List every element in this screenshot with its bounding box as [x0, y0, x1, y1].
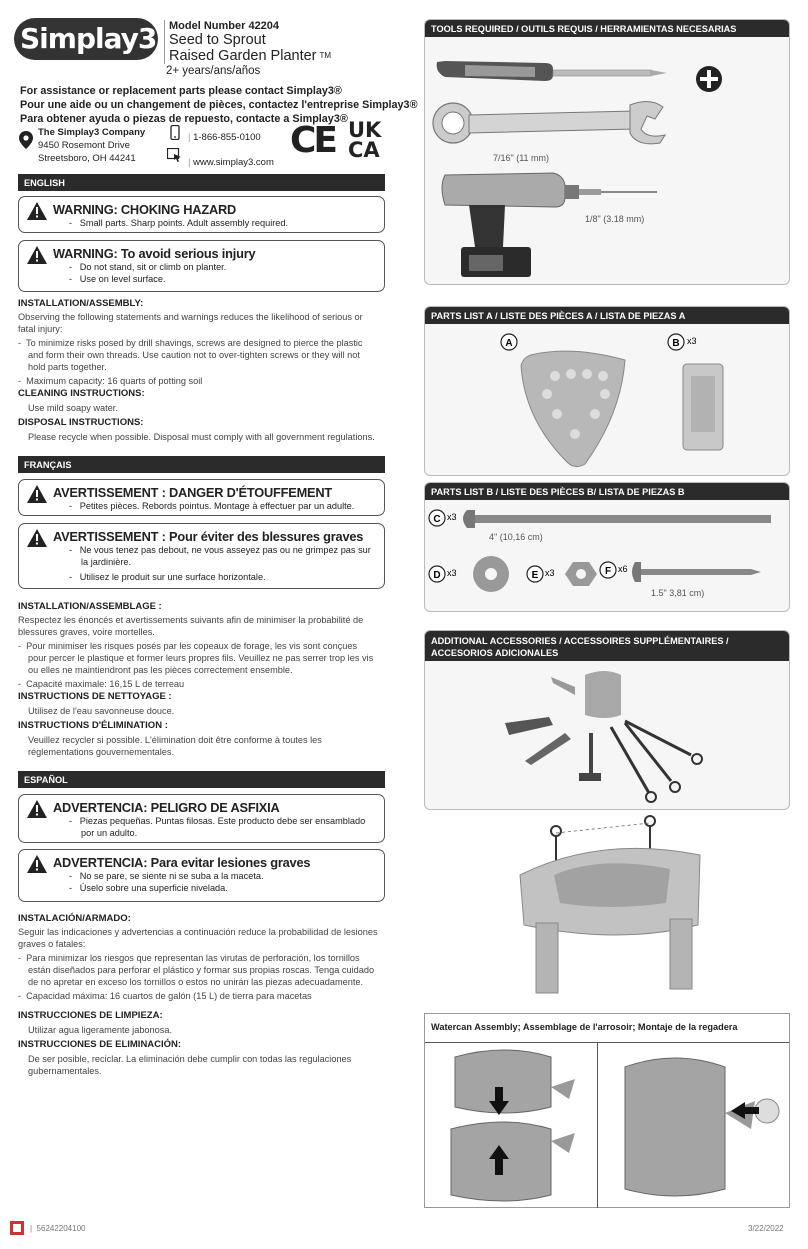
product-name-line1: Seed to Sprout [169, 32, 266, 48]
warning-title: AVERTISSEMENT : DANGER D'ÉTOUFFEMENT [53, 485, 333, 500]
accessories-illustration [425, 661, 790, 809]
warning-item: - Use on level surface. [69, 274, 166, 284]
warning-item-text: Small parts. Sharp points. Adult assembly required. [79, 218, 289, 228]
warning-item: - Utilisez le produit sur une surface horizontale. [69, 572, 266, 582]
brand-logo: Simplay3 [20, 22, 157, 55]
warning-item-text: Utilisez le produit sur une surface horizontale. [79, 572, 266, 582]
install-item-text: Capacité maximale: 16,15 L de terreau [26, 679, 185, 689]
model-number: Model Number 42204 [169, 20, 280, 32]
leg-cap-part [683, 364, 723, 450]
warning-title: AVERTISSEMENT : Pour éviter des blessures graves [53, 529, 364, 544]
warning-item: - Petites pièces. Rebords pointus. Montage à effectuer par un adulte. [69, 501, 355, 511]
screw-part [632, 562, 761, 582]
product-name-line2 [169, 48, 331, 64]
cleaning-heading: CLEANING INSTRUCTIONS: [18, 388, 145, 399]
tools-illustration [425, 37, 790, 285]
address-line2: Streetsboro, OH 44241 [38, 153, 136, 164]
accessories-bar [425, 631, 789, 661]
warning-item-text: Petites pièces. Rebords pointus. Montage à effectuer par un adulte. [79, 501, 355, 511]
install-item-text: To minimize risks posed by drill shavings, screws are designed to pierce the plastic and form their own threads. Use caution not to over-tighten screws or they will not hold parts together. [26, 338, 363, 372]
cleaning-text: Utilisez de l'eau savonneuse douce. [28, 706, 175, 716]
install-item: - Para minimizar los riesgos que representan las virutas de perforación, los tornillos están diseñados para perforar el plástico y formar sus propias roscas. Tenga cuidado de no apretar en exceso los tornillos o estos no unirán las piezas adecuadamente. [18, 953, 375, 987]
install-item: - Pour minimiser les risques posés par les copeaux de forage, les vis sont conçues pour percer le plastique et former leurs propres fils. Veuillez ne pas serrer trop les vis ou elles ne maintiendront pas les pièces correctement ensemble. [18, 641, 374, 675]
warning-item-text: Piezas pequeñas. Puntas filosas. Este producto debe ser ensamblado por un adulto. [79, 816, 366, 838]
contact-info: | 1-866-855-0100 | www.simplay3.com [188, 132, 274, 168]
parts-b-bar: PARTS LIST B / LISTE DES PIÈCES B/ LISTA DE PIEZAS B [425, 483, 789, 500]
install-text: Respectez les énoncés et avertissements suivants afin de minimiser la probabilité de blessures graves, voire mortelles. [18, 615, 364, 637]
install-heading: INSTALLATION/ASSEMBLY: [18, 298, 144, 309]
warning-triangle-icon [27, 202, 47, 220]
ce-text: CE [290, 120, 336, 161]
french-section-bar: FRANÇAIS [18, 456, 385, 473]
ukca-mark [348, 120, 381, 160]
address-line1: 9450 Rosemont Drive [38, 140, 130, 151]
warning-triangle-icon [27, 529, 47, 547]
install-text: Observing the following statements and warnings reduces the likelihood of serious or fatal injury: [18, 312, 363, 334]
install-item: - To minimize risks posed by drill shavings, screws are designed to pierce the plastic and form their own threads. Use caution not to over-tighten screws or they will not hold parts together. [18, 338, 363, 372]
trowel-icon [505, 717, 553, 735]
watercan-step1 [451, 1050, 575, 1201]
disposal-text: De ser posible, reciclar. La eliminación debe cumplir con todas las regulaciones gubernamentales. [28, 1054, 352, 1076]
hoe-icon [579, 733, 601, 781]
ukca-line2: CA [348, 138, 380, 162]
company-name: The Simplay3 Company [38, 127, 146, 138]
warning-item-text: Use on level surface. [79, 274, 166, 284]
part-c-label: C [433, 514, 441, 525]
warning-title: WARNING: CHOKING HAZARD [53, 202, 237, 217]
warning-item: - Piezas pequeñas. Puntas filosas. Este producto debe ser ensamblado por un adulto. [69, 816, 366, 838]
part-c-size: 4" (10,16 cm) [489, 532, 543, 542]
part-a-label: A [505, 338, 513, 349]
screwdriver-icon [437, 61, 667, 81]
warning-item-text: No se pare, se siente ni se suba a la maceta. [79, 871, 264, 881]
disposal-heading: INSTRUCCIONES DE ELIMINACIÓN: [18, 1039, 182, 1050]
assembled-planter-illustration [500, 815, 720, 1005]
parts-b-panel [424, 482, 790, 612]
part-e-label: E [531, 570, 539, 581]
install-item-text: Para minimizar los riesgos que representan las virutas de perforación, los tornillos están diseñados para perforar el plástico y formar sus propias roscas. Tenga cuidado de no apretar en exceso los tornillos o estos no unirán las piezas adecuadamente. [26, 953, 375, 987]
warning-item: - Small parts. Sharp points. Adult assembly required. [69, 218, 289, 228]
part-d-quantity: x3 [447, 568, 457, 578]
install-item: - Maximum capacity: 16 quarts of potting soil [18, 376, 203, 386]
footer-code: | 56242204100 [30, 1224, 86, 1233]
cleaning-text: Utilizar agua ligeramente jabonosa. [28, 1025, 173, 1035]
warning-title: WARNING: To avoid serious injury [53, 246, 256, 261]
location-pin-icon [19, 131, 33, 149]
tools-panel [424, 19, 790, 285]
washer-part [473, 556, 509, 592]
stake-top-icon [551, 826, 561, 836]
warning-item-text: Ne vous tenez pas debout, ne vous asseyez pas ou ne grimpez pas sur la jardinière. [79, 545, 371, 567]
disposal-text: Please recycle when possible. Disposal must comply with all government regulations. [28, 432, 375, 442]
watercan-title: Watercan Assembly; Assemblage de l'arrosoir; Montaje de la regadera [431, 1022, 738, 1032]
cleaning-heading: INSTRUCTIONS DE NETTOYAGE : [18, 691, 172, 702]
accessories-bar-line1: ADDITIONAL ACCESSORIES / ACCESSOIRES SUPPLÉMENTAIRES / [431, 636, 729, 646]
footer-date: 3/22/2022 [748, 1224, 784, 1233]
install-text: Seguir las indicaciones y advertencias a continuación reduce la probabilidad de lesiones graves o fatales: [18, 927, 378, 949]
install-item: - Capacidad máxima: 16 cuartos de galón (15 L) de tierra para macetas [18, 991, 312, 1001]
phone-icon [170, 125, 180, 140]
french-warning-choking [18, 479, 385, 516]
garden-stake-icon-3 [625, 721, 702, 764]
watercan-steps-illustration [425, 1043, 789, 1208]
warning-triangle-icon [27, 800, 47, 818]
part-f-label: F [604, 566, 612, 577]
watercan-step2 [625, 1058, 779, 1196]
spanish-warning-choking [18, 794, 385, 843]
assist-french: Pour une aide ou un changement de pièces, contactez l'entreprise Simplay3® [20, 99, 418, 111]
part-b-quantity: x3 [687, 336, 697, 346]
disposal-text: Veuillez recycler si possible. L'élimination doit être conforme à toutes les réglementations gouvernementales. [28, 735, 322, 757]
web-cursor-icon [167, 148, 182, 162]
install-heading: INSTALACIÓN/ARMADO: [18, 913, 131, 924]
ukca-line1: UK [348, 118, 382, 142]
part-e-quantity: x3 [545, 568, 555, 578]
watering-can-icon [551, 671, 621, 718]
cleaning-text: Use mild soapy water. [28, 403, 118, 413]
planter-base-part [521, 351, 625, 466]
parts-a-bar: PARTS LIST A / LISTE DES PIÈCES A / LISTA DE PIEZAS A [425, 307, 789, 324]
garden-stake-icon-2 [625, 723, 680, 792]
tools-bar: TOOLS REQUIRED / OUTILS REQUIS / HERRAMIENTAS NECESARIAS [425, 20, 789, 37]
install-item-text: Capacidad máxima: 16 cuartos de galón (15 L) de tierra para macetas [26, 991, 312, 1001]
warning-title: ADVERTENCIA: PELIGRO DE ASFIXIA [53, 800, 280, 815]
recycle-logo-icon [10, 1221, 24, 1235]
website-link[interactable]: www.simplay3.com [193, 157, 274, 168]
part-c-quantity: x3 [447, 512, 457, 522]
garden-stake-icon-1 [611, 727, 656, 802]
wrench-icon [433, 101, 665, 143]
disposal-heading: INSTRUCTIONS D'ÉLIMINATION : [18, 720, 168, 731]
parts-a-illustration [425, 324, 790, 476]
french-instructions [18, 601, 378, 758]
ce-mark [290, 120, 335, 161]
install-item-text: Maximum capacity: 16 quarts of potting soil [26, 376, 203, 386]
install-heading: INSTALLATION/ASSEMBLAGE : [18, 601, 162, 612]
part-f-quantity: x6 [618, 564, 628, 574]
english-instructions [18, 298, 378, 443]
footer-code-text: 56242204100 [36, 1224, 86, 1233]
english-section-bar: ENGLISH [18, 174, 385, 191]
spanish-section-bar: ESPAÑOL [18, 771, 385, 788]
accessories-panel [424, 630, 790, 810]
english-warning-injury [18, 240, 385, 292]
rake-icon [525, 733, 571, 765]
parts-b-illustration [425, 500, 790, 612]
phone-number[interactable]: 1-866-855-0100 [193, 132, 261, 143]
accessories-bar-line2: ACCESORIOS ADICIONALES [431, 648, 559, 658]
drill-size-label: 1/8" (3.18 mm) [585, 214, 645, 224]
long-bolt-part [463, 510, 771, 528]
english-warning-choking [18, 196, 385, 233]
install-item-text: Pour minimiser les risques posés par les copeaux de forage, les vis sont conçues pour percer le plastique et former leurs propres fils. Veuillez ne pas serrer trop les vis ou elles ne maintiendront pas les pièces correctement ensemble. [26, 641, 374, 675]
hex-nut-part [565, 562, 597, 586]
cleaning-heading: INSTRUCCIONES DE LIMPIEZA: [18, 1010, 163, 1021]
warning-item-text: Do not stand, sit or climb on planter. [79, 262, 227, 272]
company-address [38, 126, 145, 165]
spanish-warning-injury [18, 849, 385, 902]
warning-item: - Do not stand, sit or climb on planter. [69, 262, 227, 272]
part-f-size: 1.5" 3,81 cm) [651, 588, 705, 598]
french-warning-injury [18, 523, 385, 589]
disposal-heading: DISPOSAL INSTRUCTIONS: [18, 417, 144, 428]
warning-item: - No se pare, se siente ni se suba a la maceta. [69, 871, 264, 881]
spanish-instructions [18, 913, 378, 1077]
part-d-label: D [433, 570, 441, 581]
warning-triangle-icon [27, 855, 47, 873]
part-b-label: B [672, 338, 680, 349]
model-block [164, 20, 331, 64]
phillips-plus-icon [696, 66, 722, 92]
parts-a-panel [424, 306, 790, 476]
install-item: - Capacité maximale: 16,15 L de terreau [18, 679, 185, 689]
warning-triangle-icon [27, 485, 47, 503]
warning-item-text: Úselo sobre una superficie nivelada. [79, 883, 228, 893]
warning-item: - Ne vous tenez pas debout, ne vous asseyez pas ou ne grimpez pas sur la jardinière. [69, 545, 371, 567]
age-range: 2+ years/ans/años [166, 65, 261, 77]
warning-triangle-icon [27, 246, 47, 264]
watercan-assembly-panel [424, 1013, 790, 1208]
assist-english: For assistance or replacement parts please contact Simplay3® [20, 85, 342, 97]
trademark: TM [319, 51, 332, 61]
wrench-size-label: 7/16" (11 mm) [493, 153, 550, 163]
product-name-text: Raised Garden Planter [169, 48, 317, 64]
assist-spanish: Para obtener ayuda o piezas de repuesto, contacte a Simplay3® [20, 113, 348, 125]
warning-item: - Úselo sobre una superficie nivelada. [69, 883, 228, 893]
warning-title: ADVERTENCIA: Para evitar lesiones graves [53, 855, 311, 870]
power-drill-icon [442, 173, 657, 277]
